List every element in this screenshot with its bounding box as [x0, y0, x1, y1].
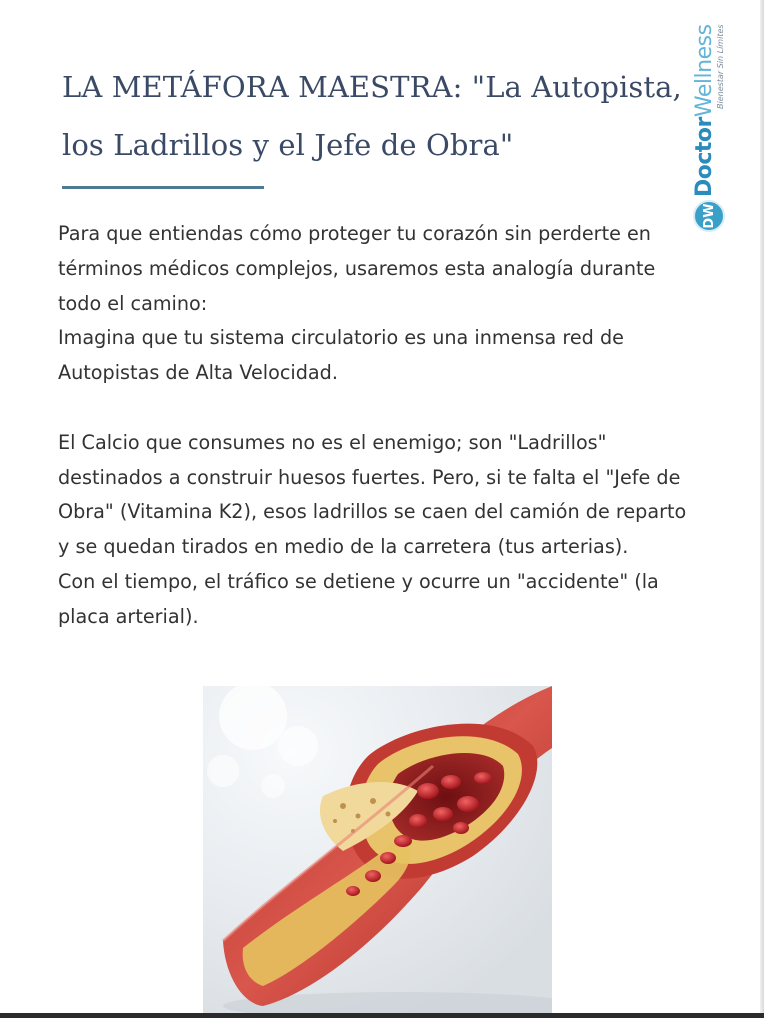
body-text — [58, 217, 698, 635]
logo-tagline: Bienestar Sin Límites — [715, 24, 725, 109]
artery-plaque-image — [203, 686, 552, 1014]
artery-plaque-illustration — [203, 686, 552, 1014]
logo-name-wellness: Wellness — [691, 24, 717, 118]
logo-name-doctor: Doctor — [691, 117, 717, 197]
paragraph-highway: Imagina que tu sistema circulatorio es una inmensa red de Autopistas de Alta Velocidad. — [58, 326, 624, 385]
paragraph-gap — [58, 391, 698, 426]
page-edge-bottom — [0, 1013, 764, 1018]
paragraph-intro: Para que entiendas cómo proteger tu corazón sin perderte en términos médicos complejos, usaremos esta analogía durante todo el camino: — [58, 222, 656, 315]
paragraph-calcium: El Calcio que consumes no es el enemigo; son "Ladrillos" destinados a construir huesos fuertes. Pero, si te falta el "Jefe de Obra" (Vitamina K2), esos ladrillos se caen del camión de reparto y se quedan tirados en medio de la carretera (tus arterias). — [58, 430, 687, 559]
logo-rotated-group — [693, 24, 725, 232]
logo-name — [691, 24, 717, 197]
paragraph-accident: Con el tiempo, el tráfico se detiene y ocurre un "accidente" (la placa arterial). — [58, 569, 659, 628]
logo-badge-icon: DW — [693, 200, 725, 232]
page-edge-right — [760, 0, 764, 1018]
title-underline — [62, 186, 264, 189]
page-title: LA METÁFORA MAESTRA: "La Autopista, los Ladrillos y el Jefe de Obra" — [62, 70, 682, 162]
doctor-wellness-logo — [691, 24, 738, 236]
logo-words — [691, 24, 725, 197]
